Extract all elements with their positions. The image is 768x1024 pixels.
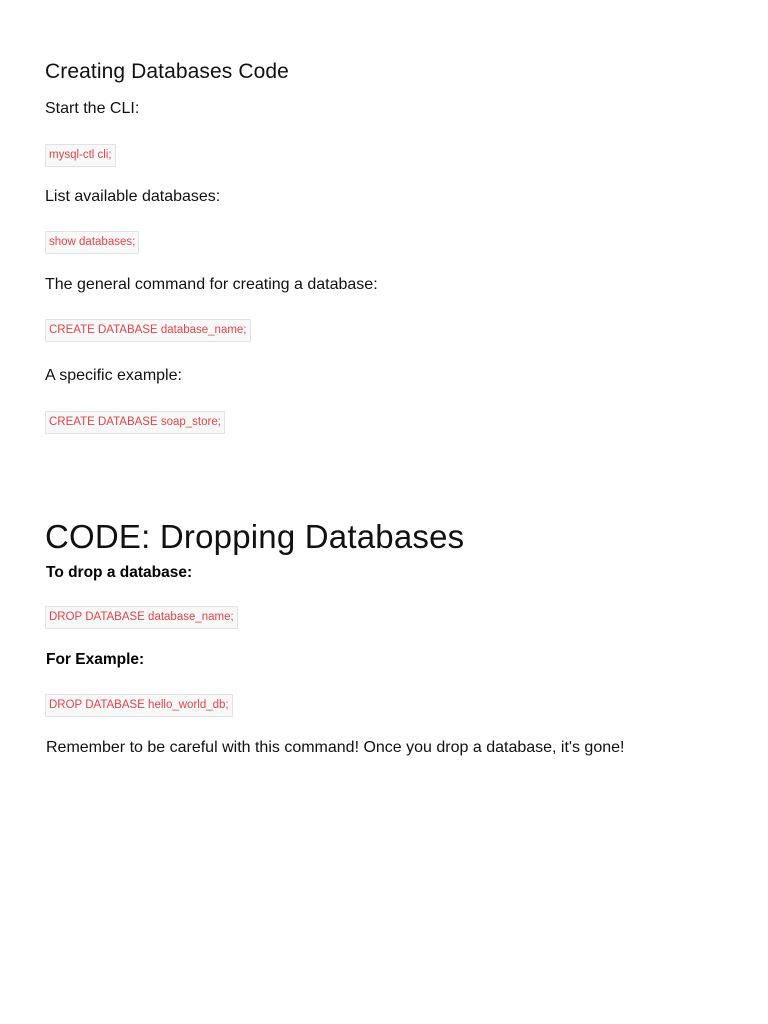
drop-database-label: To drop a database: <box>46 564 193 581</box>
section-title-creating: Creating Databases Code <box>45 60 289 83</box>
list-databases-label: List available databases: <box>45 188 221 205</box>
code-mysql-ctl-cli: mysql-ctl cli; <box>45 144 116 167</box>
for-example-label: For Example: <box>46 651 145 668</box>
start-cli-label: Start the CLI: <box>45 100 140 117</box>
code-create-database-example: CREATE DATABASE soap_store; <box>45 411 225 434</box>
code-show-databases: show databases; <box>45 231 139 254</box>
code-drop-database-example: DROP DATABASE hello_world_db; <box>45 694 233 717</box>
section-title-dropping: CODE: Dropping Databases <box>45 518 465 555</box>
drop-warning-text: Remember to be careful with this command! Once you drop a database, it's gone! <box>46 739 625 756</box>
general-command-label: The general command for creating a database: <box>45 276 378 293</box>
code-create-database-general: CREATE DATABASE database_name; <box>45 319 251 342</box>
specific-example-label: A specific example: <box>45 367 182 384</box>
code-drop-database-general: DROP DATABASE database_name; <box>45 606 238 629</box>
